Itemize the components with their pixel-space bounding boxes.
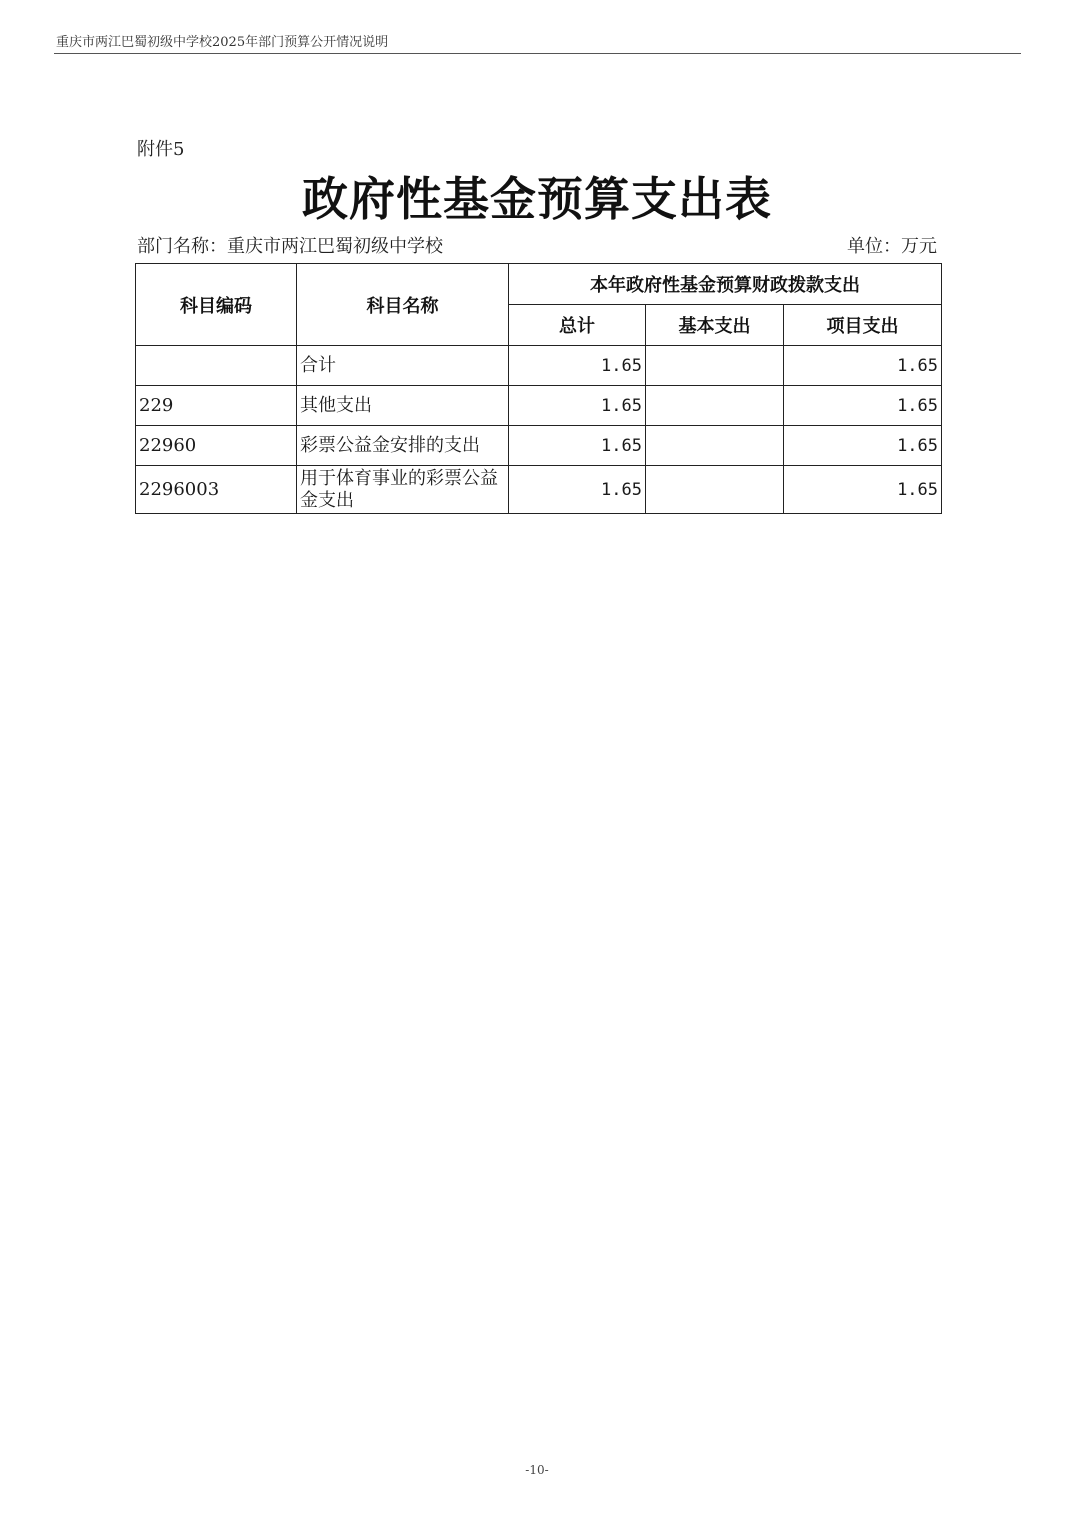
row-total: 1.65 bbox=[509, 346, 646, 386]
page-number: -10- bbox=[525, 1463, 549, 1477]
table-header-row bbox=[136, 264, 942, 305]
budget-table bbox=[135, 263, 942, 514]
header-group: 本年政府性基金预算财政拨款支出 bbox=[509, 264, 942, 305]
header-basic: 基本支出 bbox=[646, 305, 784, 346]
row-name: 合计 bbox=[297, 346, 509, 386]
row-code: 22960 bbox=[136, 426, 297, 466]
row-project: 1.65 bbox=[784, 386, 942, 426]
unit-label: 单位：万元 bbox=[847, 236, 937, 257]
attachment-label: 附件5 bbox=[137, 139, 185, 160]
row-name: 其他支出 bbox=[297, 386, 509, 426]
row-total: 1.65 bbox=[509, 466, 646, 514]
page-title: 政府性基金预算支出表 bbox=[302, 172, 772, 226]
row-basic bbox=[646, 426, 784, 466]
department-label: 部门名称：重庆市两江巴蜀初级中学校 bbox=[137, 236, 443, 257]
running-header: 重庆市两江巴蜀初级中学校2025年部门预算公开情况说明 bbox=[56, 35, 389, 50]
header-divider bbox=[54, 53, 1021, 54]
table-row bbox=[136, 346, 942, 386]
row-name: 彩票公益金安排的支出 bbox=[297, 426, 509, 466]
row-total: 1.65 bbox=[509, 426, 646, 466]
row-name: 用于体育事业的彩票公益金支出 bbox=[297, 466, 509, 514]
header-code: 科目编码 bbox=[136, 264, 297, 346]
row-project: 1.65 bbox=[784, 426, 942, 466]
header-name: 科目名称 bbox=[297, 264, 509, 346]
row-project: 1.65 bbox=[784, 346, 942, 386]
row-basic bbox=[646, 346, 784, 386]
row-project: 1.65 bbox=[784, 466, 942, 514]
row-code: 2296003 bbox=[136, 466, 297, 514]
row-basic bbox=[646, 386, 784, 426]
table-row bbox=[136, 466, 942, 514]
row-code: 229 bbox=[136, 386, 297, 426]
table-row bbox=[136, 426, 942, 466]
table-row bbox=[136, 386, 942, 426]
row-code bbox=[136, 346, 297, 386]
row-total: 1.65 bbox=[509, 386, 646, 426]
header-project: 项目支出 bbox=[784, 305, 942, 346]
header-total: 总计 bbox=[509, 305, 646, 346]
row-basic bbox=[646, 466, 784, 514]
